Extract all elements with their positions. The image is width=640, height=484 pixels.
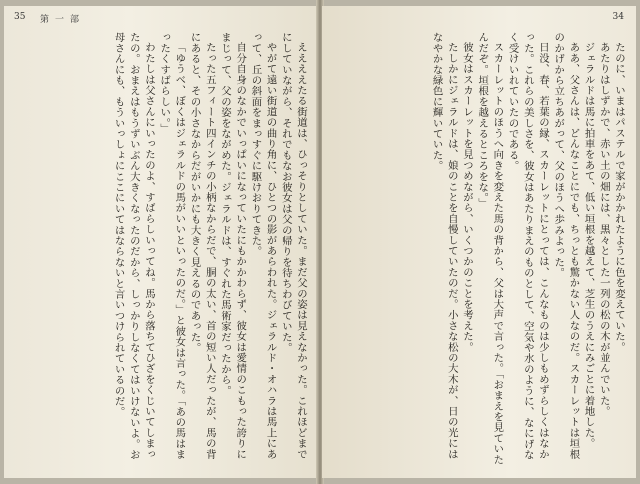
paragraph: たしかにジェラルドは、娘のことを自慢していたのだ。小さな松の大木が、日の光にはなやかな緑色に輝いていた。 [430,32,458,460]
paragraph: やがて遠い街道の曲り角に、ひとつの影があらわれた。ジェラルド・オハラは馬上にあって、丘の斜面をまっすぐに駆けおりてきた。 [249,32,277,460]
paragraph: たのに、いまはパステルで家がかかれたように色を変えていた。 [613,42,625,353]
paragraph: 彼女はスカーレットを見つめながら、いくつかのことを考えた。 [460,42,473,353]
paragraph: 日没、春、若葉の縁、スカーレットにとっては、こんなものは少しもめずらしくはなかった。これらの美しさを、彼女はあたりまえのものとして、空気や水のように、なにげなく受けいれていたのである。 [506,32,549,460]
right-page [322,6,636,478]
left-page-text [14,32,308,466]
left-page [4,6,318,478]
right-page-body [332,32,626,466]
paragraph: たった五フィート四インチの小柄なからだで、胴の太い、首の短い人だったが、馬の背にあると、その小さなからだがいかにも大きく見えるのであった。 [188,32,216,460]
paragraph: わたしは父さんにいったのよ、すばらしいってね。馬から落ちてひざをくじいてしまったの。おまえはもうずいぶん大きくなったのだから、しっかりしなくてはいけないよ。お母さんにも、もういっしょにここにいてはならないと言いつけられているのだ。 [112,32,155,460]
paragraph: ジェラルドは馬に拍車をあて、低い垣根を越えて、芝生のうえにみごとに着地した。 [582,42,595,449]
paragraph: ええええたる街道は、ひっそりとしていた。まだ父の姿は見えなかった。これほどまでにしていながら、それでもなお彼女は父の帰りを待ちわびていた。 [279,32,307,460]
page-number-left: 35 [14,12,26,22]
right-page-text [332,32,626,466]
paragraph: ああ、父さんは、どんなことにでも、ちっとも驚かない人なのだ。スカーレットは垣根のかげから立ちあがって、父のほうへ歩みよった。 [552,32,580,460]
page-number-right: 34 [612,12,624,22]
paragraph: スカーレットのほうへ向きを変えた馬の背から、父は大声で言った。「おまえを見ていたんだぞ。垣根を越えるところをな。」 [476,32,504,466]
paragraph: 「ゆうべ、ぼくはジェラルドの馬がいいといったのだ。」と彼女は言った。「あの馬はまったくすばらしい。」 [158,32,186,460]
running-head: 第一部 [40,15,86,25]
paragraph: 自分自身のなかでいっぱいになっていたにもかかわらず、彼女は愛情のこもった誇りにまじって、父の姿をながめた。ジェラルドは、すぐれた馬術家だったから。 [218,32,247,460]
left-page-body [14,32,308,466]
paragraph: あたりはしずかで、赤い土の畑には、黒々とした一列の松の木が並んでいた。 [597,42,610,417]
